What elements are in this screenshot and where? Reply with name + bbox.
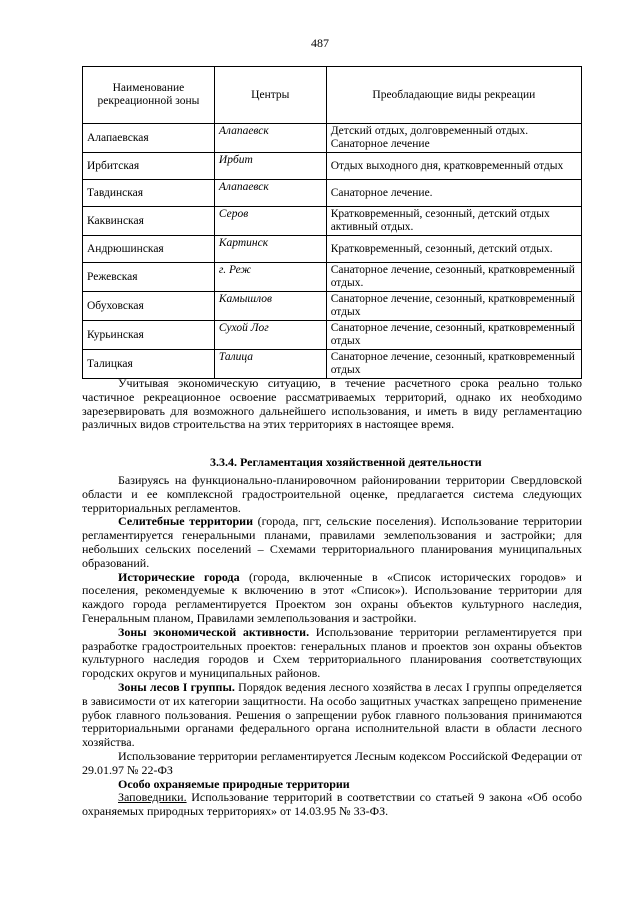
table-row — [83, 321, 582, 350]
types-cell: Кратковременный, сезонный, детский отдых активный отдых. — [326, 207, 581, 236]
protected-title: Особо охраняемые природные территории — [118, 776, 350, 791]
header-types: Преобладающие виды рекреации — [326, 67, 581, 124]
center-cell: Камышлов — [214, 292, 326, 321]
protected-heading — [82, 778, 582, 792]
forest-paragraph — [82, 681, 582, 750]
center-cell: Талица — [214, 350, 326, 379]
zone-cell: Обуховская — [83, 292, 215, 321]
reserves-paragraph — [82, 791, 582, 819]
zone-cell: Тавдинская — [83, 180, 215, 207]
center-cell: Картинск — [214, 236, 326, 263]
types-cell: Санаторное лечение, сезонный, кратковременный отдых — [326, 350, 581, 379]
forest-body: Порядок ведения лесного хозяйства в лесах I группы определяется в зависимости от их категории защитности. На особо защитных участках запрещено применение рубок главного пользования. Решения о запрещении рубок главного пользования принимаются территориальными органами федерального органа исполнительной власти в области лесного хозяйства. — [82, 679, 582, 750]
forest-title: Зоны лесов I группы. — [118, 679, 235, 694]
zone-cell: Алапаевская — [83, 124, 215, 153]
table-row — [83, 263, 582, 292]
table-row — [83, 350, 582, 379]
basis-paragraph: Базируясь на функционально-планировочном районировании территории Свердловской области и ее комплексной градостроительной оценке, предлагается система следующих территориальных регламентов. — [82, 472, 582, 515]
header-center: Центры — [214, 67, 326, 124]
page-number: 487 — [311, 36, 329, 50]
center-cell: Серов — [214, 207, 326, 236]
types-cell: Отдых выходного дня, кратковременный отдых — [326, 153, 581, 180]
zone-cell: Каквинская — [83, 207, 215, 236]
zone-cell: Режевская — [83, 263, 215, 292]
economic-paragraph — [82, 626, 582, 681]
residential-title: Селитебные территории — [118, 514, 253, 529]
zone-cell: Талицкая — [83, 350, 215, 379]
economic-body: Использование территории регламентируется при разработке градостроительных проектов: генеральных планов и проектов зон охраны объектов культурного наследия городов и Схем территориального планирования соответствующих городских округов и муниципальных районов. — [82, 624, 582, 681]
table-header-row — [83, 67, 582, 124]
types-cell: Санаторное лечение, сезонный, кратковременный отдых. — [326, 263, 581, 292]
historic-body: (города, включенные в «Список исторических городов» и поселения, рекомендуемые к включению в этот «Список»). Использование территории для каждого города регламентируется Проектом зон охраны объектов культурного наследия, Генеральным планом, Правилами землепользования и застройки. — [82, 569, 582, 625]
historic-title: Исторические города — [118, 569, 240, 584]
types-cell: Кратковременный, сезонный, детский отдых. — [326, 236, 581, 263]
center-cell: г. Реж — [214, 263, 326, 292]
table-row — [83, 180, 582, 207]
center-cell: Сухой Лог — [214, 321, 326, 350]
residential-paragraph — [82, 515, 582, 570]
intro-paragraph: Учитывая экономическую ситуацию, в течение расчетного срока реально только частичное рекреационное освоение рассматриваемых территорий, однако их необходимо зарезервировать для возможного дальнейшего использования, и иметь в виду регламентацию различных видов строительства на этих территориях в настоящее время. — [82, 376, 582, 432]
zone-cell: Ирбитская — [83, 153, 215, 180]
residential-body: (города, пгт, сельские поселения). Использование территории регламентируется генеральными планами, правилами землепользования и застройки; для небольших сельских поселений – Схемами территориального планирования муниципальных образований. — [82, 514, 582, 570]
table-row — [83, 153, 582, 180]
zone-cell: Курьинская — [83, 321, 215, 350]
table-row — [83, 236, 582, 263]
document-body — [82, 377, 582, 819]
reserves-title: Заповедники. — [118, 790, 187, 805]
types-cell: Детский отдых, долговременный отдых. Санаторное лечение — [326, 124, 581, 153]
economic-title: Зоны экономической активности. — [118, 624, 310, 639]
center-cell: Алапаевск — [214, 180, 326, 207]
types-cell: Санаторное лечение, сезонный, кратковременный отдых — [326, 321, 581, 350]
header-zone: Наименование рекреационной зоны — [83, 67, 215, 124]
types-cell: Санаторное лечение, сезонный, кратковременный отдых — [326, 292, 581, 321]
table-row — [83, 292, 582, 321]
types-cell: Санаторное лечение. — [326, 180, 581, 207]
table-row — [83, 124, 582, 153]
zone-cell: Андрюшинская — [83, 236, 215, 263]
forest-law-paragraph: Использование территории регламентируется Лесным кодексом Российской Федерации от 29.01.97 № 22-ФЗ — [82, 748, 582, 777]
center-cell: Алапаевск — [214, 124, 326, 153]
table-row — [83, 207, 582, 236]
recreation-zones-table — [82, 66, 582, 379]
historic-paragraph — [82, 571, 582, 626]
reserves-body: Использование территорий в соответствии со статьей 9 закона «Об особо охраняемых природных территориях» от 14.03.95 № 33-ФЗ. — [82, 790, 582, 819]
center-cell: Ирбит — [214, 153, 326, 180]
section-title: 3.3.4. Регламентация хозяйственной деятельности — [210, 455, 482, 470]
